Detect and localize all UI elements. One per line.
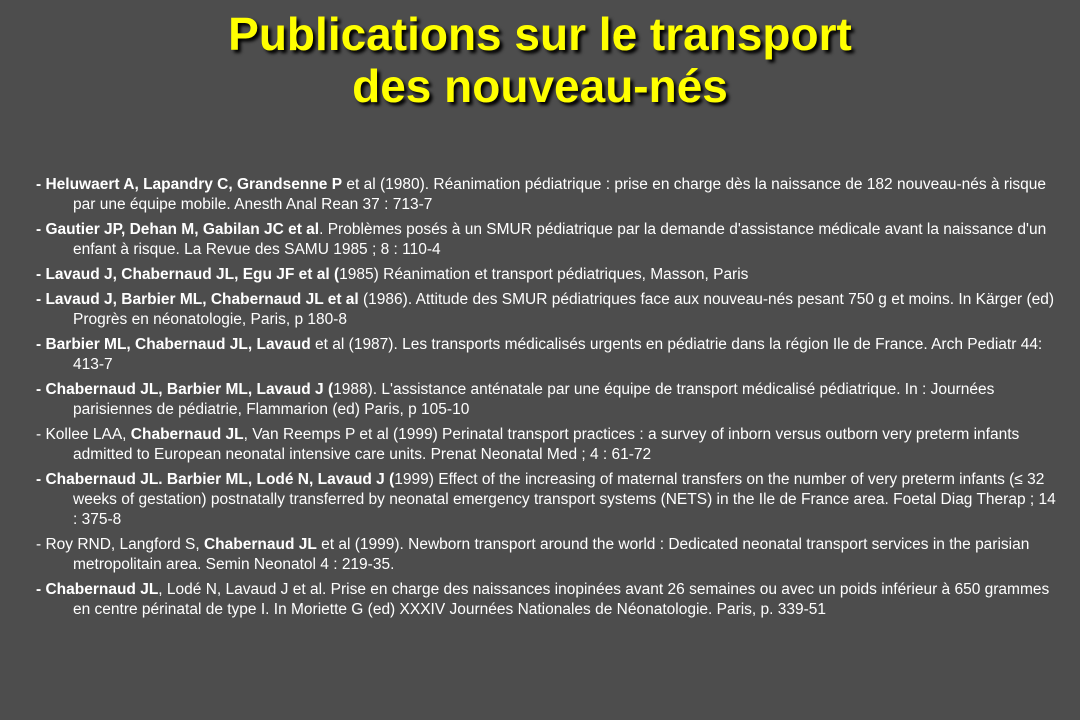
reference-authors: - Barbier ML, Chabernaud JL, Lavaud — [36, 336, 311, 353]
reference-item — [36, 290, 1056, 330]
reference-authors: - Gautier JP, Dehan M, Gabilan JC et al — [36, 221, 320, 238]
reference-details: et al (1980). Réanimation pédiatrique : prise en charge dès la naissance de 182 nouveau-nés à risque par une équipe mobile. Anesth Anal Rean 37 : 713-7 — [73, 176, 1047, 213]
reference-authors: - Heluwaert A, Lapandry C, Grandsenne P — [36, 176, 343, 193]
reference-item — [36, 425, 1056, 465]
slide-title-line-1: Publications sur le transport — [228, 8, 852, 60]
reference-item — [36, 335, 1056, 375]
reference-item — [36, 580, 1056, 620]
reference-prefix: - Roy RND, Langford S, — [36, 536, 204, 553]
reference-item — [36, 380, 1056, 420]
reference-authors: - Chabernaud JL, Barbier ML, Lavaud J ( — [36, 381, 334, 398]
reference-authors: Chabernaud JL — [203, 536, 317, 553]
reference-details: et al (1999). Newborn transport around the world : Dedicated neonatal transport services in the parisian metropolitain area. Semin Neonatol 4 : 219-35. — [73, 536, 1030, 573]
reference-details: 1988). L'assistance anténatale par une équipe de transport médicalisé pédiatrique. In : Journées parisiennes de pédiatrie, Flammarion (ed) Paris, p 105-10 — [73, 381, 995, 418]
reference-authors: - Lavaud J, Chabernaud JL, Egu JF et al ( — [36, 266, 340, 283]
reference-details: , Lodé N, Lavaud J et al. Prise en charge des naissances inopinées avant 26 semaines ou avec un poids inférieur à 650 grammes en centre périnatal de type I. In Moriette G (ed) XXXIV Journées Nationales de Néonatologie. Paris, p. 339-51 — [73, 581, 1050, 618]
slide-title-line-2: des nouveau-nés — [352, 60, 728, 112]
reference-details: et al (1987). Les transports médicalisés urgents en pédiatrie dans la région Ile de France. Arch Pediatr 44: 413-7 — [73, 336, 1043, 373]
reference-authors: - Lavaud J, Barbier ML, Chabernaud JL et al — [36, 291, 359, 308]
reference-details: (1986). Attitude des SMUR pédiatriques face aux nouveau-nés pesant 750 g et moins. In Kärger (ed) Progrès en néonatologie, Paris, p 180-8 — [73, 291, 1055, 328]
reference-list — [36, 175, 1056, 625]
reference-details: 1985) Réanimation et transport pédiatriques, Masson, Paris — [339, 266, 749, 283]
reference-item — [36, 470, 1056, 530]
slide-title — [0, 8, 1080, 112]
reference-authors: - Chabernaud JL — [36, 581, 159, 598]
reference-details: , Van Reemps P et al (1999) Perinatal transport practices : a survey of inborn versus outborn very preterm infants admitted to European neonatal intensive care units. Prenat Neonatal Med ; 4 : 61-72 — [73, 426, 1020, 463]
reference-item — [36, 535, 1056, 575]
reference-item — [36, 220, 1056, 260]
reference-item — [36, 265, 1056, 285]
reference-prefix: - Kollee LAA, — [36, 426, 131, 443]
reference-item — [36, 175, 1056, 215]
reference-details: . Problèmes posés à un SMUR pédiatrique par la demande d'assistance médicale avant la naissance d'un enfant à risque. La Revue des SAMU 1985 ; 8 : 110-4 — [73, 221, 1047, 258]
reference-authors: Chabernaud JL — [130, 426, 244, 443]
reference-details: 1999) Effect of the increasing of maternal transfers on the number of very preterm infants (≤ 32 weeks of gestation) postnatally transferred by neonatal emergency transport systems (NETS) in the Ile de France area. Foetal Diag Therap ; 14 : 375-8 — [73, 471, 1056, 528]
reference-authors: - Chabernaud JL. Barbier ML, Lodé N, Lavaud J ( — [36, 471, 395, 488]
